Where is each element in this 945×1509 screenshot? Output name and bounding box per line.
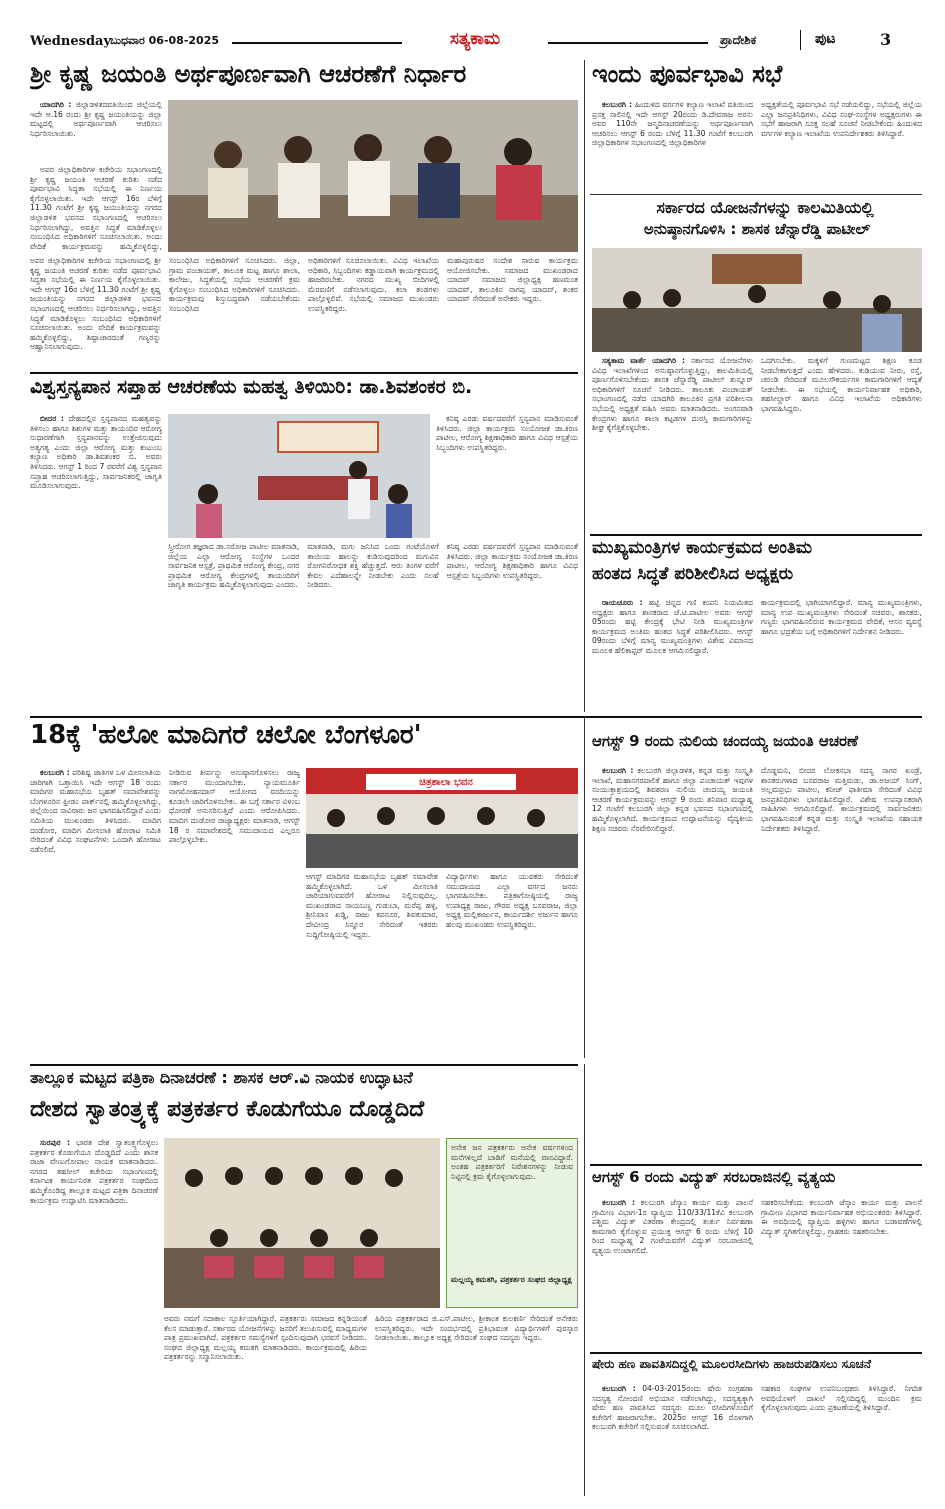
article-meeting-col: ಅಧ್ಯಕ್ಷತೆಯಲ್ಲಿ ಪೂರ್ವಭಾವಿ ಸಭೆ ನಡೆಯಲಿದ್ದು, ಸಭೆಯಲ್ಲಿ ಜಿಲ್ಲೆಯ ಎಲ್ಲಾ ಜನಪ್ರತಿನಿಧಿಗಳು, ವಿವಿಧ ಸಂಘ-ಸಂಸ್ಥೆಗಳ ಅಧ್ಯಕ್ಷರುಗಳು ಈ ಸಭೆಗೆ ಹಾಜರಾಗಿ ಸೂಕ್ತ ಸಲಹೆ ಸೂಚನೆ ನೀಡಬೇಕೆಂದು ಹಿಂದುಳಿದ ವರ್ಗಗಳ ಕಲ್ಯಾಣ ಇಲಾಖೆಯ ಉಪನಿರ್ದೇಶಕರು ತಿಳಿಸಿದ್ದಾರೆ. (761, 100, 922, 138)
article-schemes-body (592, 356, 922, 516)
article-breastfeeding-col-top (436, 414, 578, 538)
section-divider (30, 716, 922, 718)
article-krishna-headline: ಶ್ರೀ ಕೃಷ್ಣ ಜಯಂತಿ ಅರ್ಥಪೂರ್ಣವಾಗಿ ಆಚರಣೆಗೆ ನಿರ್ಧಾರ (30, 62, 467, 88)
masthead-category: ಪ್ರಾದೇಶಿಕ (720, 33, 757, 47)
article-meeting-body (592, 100, 922, 190)
article-power-col: ಕಲಬುರಗಿ ಜೆಸ್ಕಾಂ ಕಾರ್ಯ ಮತ್ತು ಪಾಲನೆ ಗ್ರಾಮೀಣ ವಿಭಾಗ-1ರ ವ್ಯಾಪ್ತಿಯ 110/33/11ಕೆವಿ ಕಲಬುರಗಿ ಪಶ್ಚಿಮ ವಿದ್ಯುತ್ ವಿತರಣಾ ಕೇಂದ್ರದಲ್ಲಿ ತುರ್ತು ನಿರ್ವಹಣಾ ಕಾಮಗಾರಿ ಕೈಗೊಳ್ಳುವ ಪ್ರಯುಕ್ತ ಆಗಸ್ಟ್ 6 ರಂದು ಬೆಳಿಗ್ಗೆ 10 ರಿಂದ ಮಧ್ಯಾಹ್ನ 2 ಗಂಟೆಯವರೆಗೆ ವಿದ್ಯುತ್ ಸರಬರಾಜಿನಲ್ಲಿ ವ್ಯತ್ಯಯ ಉಂಟಾಗಲಿದೆ. (592, 1198, 753, 1255)
section-divider (590, 1164, 922, 1166)
section-divider (30, 1064, 578, 1066)
article-chandayya-dateline: ಕಲಬುರಗಿ : (602, 766, 634, 775)
article-share-headline: ಷೇರು ಹಣ ಪಾವತಿಸದಿದ್ದಲ್ಲಿ ಮೂಲರಸೀದಿಗಳು ಹಾಜರುಪಡಿಸಲು ಸೂಚನೆ (592, 1358, 871, 1371)
article-power-col: ಸಹಕರಿಸಬೇಕೆಂದು ಕಲಬುರಗಿ ಜೆಸ್ಕಾಂ ಕಾರ್ಯ ಮತ್ತು ಪಾಲನೆ ಗ್ರಾಮೀಣ ವಿಭಾಗದ ಕಾರ್ಯನಿರ್ವಾಹಕ ಅಭಿಯಂತರರು ತಿಳಿಸಿದ್ದಾರೆ. ಈ ಅವಧಿಯಲ್ಲಿ ವ್ಯಾಪ್ತಿಯ ಹಳ್ಳಿಗಳು ಹಾಗೂ ಬಡಾವಣೆಗಳಲ್ಲಿ ವಿದ್ಯುತ್ ಸ್ಥಗಿತಗೊಳ್ಳಲಿದ್ದು, ಗ್ರಾಹಕರು ಸಹಕರಿಸಬೇಕು. (761, 1198, 922, 1236)
article-krishna-col: ಅಪರ ಜಿಲ್ಲಾಧಿಕಾರಿಗಳ ಕಚೇರಿಯ ಸಭಾಂಗಣದಲ್ಲಿ ಶ್ರೀ ಕೃಷ್ಣ ಜಯಂತಿ ಆಚರಣೆ ಕುರಿತು ನಡೆದ ಪೂರ್ವಭಾವಿ ಸಿದ್ಧತಾ ಸಭೆಯಲ್ಲಿ ಈ ನಿರ್ಣಯ ಕೈಗೊಳ್ಳಲಾಯಿತು. ಇದೇ ಆಗಸ್ಟ್ 16ರ ಬೆಳಿಗ್ಗೆ 11.30 ಗಂಟೆಗೆ ಶ್ರೀ ಕೃಷ್ಣ ಜಯಂತಿಯನ್ನು ನಗರದ ಜಿಲ್ಲಾಡಳಿತ ಭವನದ ಸಭಾಂಗಣದಲ್ಲಿ ಆಚರಿಸಲು ನಿರ್ಧರಿಸಲಾಗಿದ್ದು, ಅವತ್ತಿನ ಸಿದ್ಧತೆ ಮಾಡಿಕೊಳ್ಳಲು ಸಂಬಂಧಿಸಿದ ಅಧಿಕಾರಿಗಳಿಗೆ ಸೂಚಿಸಲಾಯಿತು. ಅಂದು ವೇದಿಕೆ ಕಾರ್ಯಕ್ರಮವನ್ನು ಹಮ್ಮಿಕೊಳ್ಳಲಿದ್ದು, ಶಿಷ್ಟಾಚಾರದಂತೆ ಗಣ್ಯರನ್ನು ಆಹ್ವಾನಿಸಲಾಗುವುದು. (30, 256, 161, 352)
article-schemes-photo (592, 248, 922, 352)
masthead-day: Wednesday (30, 34, 112, 49)
masthead (0, 0, 945, 58)
article-krishna-col: ಸಂಬಂಧಿಸಿದ ಅಧಿಕಾರಿಗಳಿಗೆ ಸೂಚಿಸಿದರು. ಜಿಲ್ಲಾ, ಗ್ರಾಮ ಪಂಚಾಯತ್, ತಾಲೂಕ ಮಟ್ಟ ಹಾಗೂ ಶಾಲಾ, ಕಾಲೇಜು, ಸಿದ್ಧತೆಯಲ್ಲಿ ಸಭೆಯ ಆಚರಣೆಗೆ ಕ್ರಮ ಕೈಗೊಳ್ಳಲು ಸಂಬಂಧಿಸಿದ ಅಧಿಕಾರಿಗಳಿಗೆ ಸೂಚಿಸಿದರು. ಕಾರ್ಯಕ್ರಮವು ಶಿಸ್ತುಬದ್ಧವಾಗಿ ನಡೆಯಬೇಕೆಂದು ಸಂಬಂಧಿಸಿದ (169, 256, 300, 313)
article-madiga-headline: 18ಕ್ಕೆ 'ಹಲೋ ಮಾದಿಗರೆ ಚಲೋ ಬೆಂಗಳೂರ' (30, 722, 422, 750)
masthead-rule-right (548, 42, 708, 44)
article-madiga-dateline: ಕಲಬುರಗಿ : (40, 768, 70, 777)
article-chandayya-col: ದೊಡ್ಡಮನಿ, ಬೀದರ ಲೋಕಸಭಾ ಸದಸ್ಯ ಸಾಗರ ಖಂಡ್ರೆ, ಶಾಸಕರುಗಳಾದ ಬಸವರಾಜ ಮತ್ತಿಮಡು, ಡಾ.ಅಜಯ್ ಸಿಂಗ್, ಅಲ್ಲಮಪ್ರಭು ಪಾಟೀಲ, ಕನೀಜ್ ಫಾತೀಮಾ ಸೇರಿದಂತೆ ವಿವಿಧ ಜನಪ್ರತಿನಿಧಿಗಳು ಭಾಗವಹಿಸಲಿದ್ದಾರೆ. ವಿಶೇಷ ಉಪನ್ಯಾಸಕರಾಗಿ ಸಾಹಿತಿಗಳು ಆಗಮಿಸಲಿದ್ದಾರೆ. ಕಾರ್ಯಕ್ರಮದಲ್ಲಿ ಸಾರ್ವಜನಿಕರು ಭಾಗವಹಿಸುವಂತೆ ಕನ್ನಡ ಮತ್ತು ಸಂಸ್ಕೃತಿ ಇಲಾಖೆಯ ಸಹಾಯಕ ನಿರ್ದೇಶಕರು ತಿಳಿಸಿದ್ದಾರೆ. (761, 766, 922, 833)
article-share-col: 04-03-2015ರಂದು ಷೇರು ಸಂಗ್ರಹಣಾ ಸದಸ್ಯತ್ವ ನೋಂದಣಿ ಅಭಿಯಾನ ನಡೆಸಲಾಗಿದ್ದು, ಸದಸ್ಯತ್ವಕ್ಕಾಗಿ ಷೇರು ಹಣ ಪಾವತಿಸಿದ ಸದಸ್ಯರು ಮೂಲ ರಸೀದಿಗಳೊಂದಿಗೆ ಕಚೇರಿಗೆ ಹಾಜರಾಗಬೇಕು. 2025ರ ಆಗಸ್ಟ್ 16 ರೊಳಗಾಗಿ ಕಲಬುರಗಿ ಕಚೇರಿಗೆ ಸಲ್ಲಿಸುವಂತೆ ಸೂಚಿಸಲಾಗಿದೆ. (592, 1384, 753, 1432)
article-press-subheadline: ದೇಶದ ಸ್ವಾತಂತ್ರ್ಯಕ್ಕೆ ಪತ್ರಕರ್ತರ ಕೊಡುಗೆಯೂ ದೊಡ್ಡದಿದೆ (30, 1098, 425, 1122)
article-chandayya-col: ಕಲಬುರಗಿ ಜಿಲ್ಲಾಡಳಿತ, ಕನ್ನಡ ಮತ್ತು ಸಂಸ್ಕೃತಿ ಇಲಾಖೆ, ಮಹಾನಗರಪಾಲಿಕೆ ಹಾಗೂ ಜಿಲ್ಲಾ ಪಂಚಾಯತ್ ಇವುಗಳ ಸಂಯುಕ್ತಾಶ್ರಯದಲ್ಲಿ ಶಿವಶರಣ ನುಲಿಯ ಚಂದಯ್ಯ ಜಯಂತಿ ಆಚರಣೆ ಕಾರ್ಯಕ್ರಮವನ್ನು ಆಗಸ್ಟ್ 9 ರಂದು ಶನಿವಾರ ಮಧ್ಯಾಹ್ನ 12 ಗಂಟೆಗೆ ಕಲಬುರಗಿ ಜಿಲ್ಲಾ ಕನ್ನಡ ಭವನದ ಸಭಾಂಗಣದಲ್ಲಿ ಹಮ್ಮಿಕೊಳ್ಳಲಾಗಿದೆ. ಕಾರ್ಯಕ್ರಮದ ಉದ್ಘಾಟನೆಯನ್ನು ವೈದ್ಯಕೀಯ ಶಿಕ್ಷಣ ಸಚಿವರು ನೆರವೇರಿಸಲಿದ್ದಾರೆ. (592, 766, 753, 833)
article-share-body (592, 1384, 922, 1496)
article-chandayya-headline: ಆಗಸ್ಟ್ 9 ರಂದು ನುಲಿಯ ಚಂದಯ್ಯ ಜಯಂತಿ ಆಚರಣೆ (592, 734, 858, 750)
article-press-sidebox (446, 1138, 578, 1308)
article-cm-headline-2: ಹಂತದ ಸಿದ್ಧತೆ ಪರಿಶೀಲಿಸಿದ ಅಧ್ಯಕ್ಷರು (592, 566, 794, 584)
article-share-col: ಸಹಕಾರ ಸಂಘಗಳ ಉಪನಿಬಂಧಕರು ತಿಳಿಸಿದ್ದಾರೆ. ನಿಗದಿತ ಅವಧಿಯೊಳಗೆ ದಾಖಲೆ ಸಲ್ಲಿಸದಿದ್ದಲ್ಲಿ ಮುಂದಿನ ಕ್ರಮ ಕೈಗೊಳ್ಳಲಾಗುವುದು ಎಂದು ಪ್ರಕಟಣೆಯಲ್ಲಿ ತಿಳಿಸಿದ್ದಾರೆ. (761, 1384, 922, 1413)
article-krishna-dateline: ಯಾದಗಿರಿ : (40, 100, 72, 109)
article-meeting-dateline: ಕಲಬುರಗಿ : (602, 100, 633, 109)
article-breastfeeding-col: ಕನಿಷ್ಠ ಎರಡು ವರ್ಷದವರೆಗೆ ಸ್ತನ್ಯಪಾನ ಮಾಡಿಸುವಂತೆ ತಿಳಿಸಿದರು. ಜಿಲ್ಲಾ ಕಾರ್ಯಕ್ರಮ ಸಂಯೋಜಕ ಡಾ.ಕಿರಣ ಪಾಟೀಲ, ಆರೋಗ್ಯ ಶಿಕ್ಷಣಾಧಿಕಾರಿ ಹಾಗೂ ವಿವಿಧ ಆಸ್ಪತ್ರೆಯ ಸಿಬ್ಬಂದಿಗಳು ಉಪಸ್ಥಿತರಿದ್ದರು. (446, 542, 578, 580)
article-press-sidebox-attribution: ಮಲ್ಲಯ್ಯ ಕಮತಗಿ, ಪತ್ರಕರ್ತರ ಸಂಘದ ಜಿಲ್ಲಾಧ್ಯಕ್ಷ (451, 1275, 572, 1284)
article-madiga-col: ನೀಡಿರುವ ತೀರ್ಪನ್ನು ಅನುಷ್ಠಾನಗೊಳಿಸಲು ರಾಜ್ಯ ಸರ್ಕಾರ ಮುಂದಾಗಬೇಕು. ನ್ಯಾಯಮೂರ್ತಿ ನಾಗಮೋಹನದಾಸ್ ಆಯೋಗದ ವರದಿಯನ್ನು ಕೂಡಲೇ ಜಾರಿಗೊಳಿಸಬೇಕು. ಈ ಬಗ್ಗೆ ಸರ್ಕಾರ ವಿಳಂಬ ಧೋರಣೆ ಅನುಸರಿಸುತ್ತಿದೆ ಎಂದು ಆರೋಪಿಸಿದರು. ಮಾದಿಗ ದಂಡೋರ ರಾಜ್ಯಾಧ್ಯಕ್ಷರು ಮಾತನಾಡಿ, ಆಗಸ್ಟ್ 18 ರ ಸಮಾವೇಶದಲ್ಲಿ ಸಮುದಾಯದ ಎಲ್ಲರೂ ಪಾಲ್ಗೊಳ್ಳಬೇಕು. (169, 768, 300, 845)
article-breastfeeding-col: ಮಾತನಾಡಿ, ಮಗು ಜನಿಸಿದ ಒಂದು ಗಂಟೆಯೊಳಗೆ ತಾಯಿಯ ಹಾಲನ್ನು ಕುಡಿಸುವುದರಿಂದ ಮಗುವಿನ ರೋಗನಿರೋಧಕ ಶಕ್ತಿ ಹೆಚ್ಚುತ್ತದೆ. ಆರು ತಿಂಗಳ ವರೆಗೆ ಕೇವಲ ಎದೆಹಾಲನ್ನೇ ನೀಡಬೇಕು ಎಂದು ಸಲಹೆ ನೀಡಿದರು. (307, 542, 439, 590)
article-schemes-col: ಒದಗಿಸಬೇಕು. ಮಕ್ಕಳಿಗೆ ಗುಣಮಟ್ಟದ ಶಿಕ್ಷಣ ಕೂಡ ನೀಡಬೇಕಾಗುತ್ತದೆ ಎಂದು ಹೇಳಿದರು. ಕುಡಿಯುವ ನೀರು, ರಸ್ತೆ, ಚರಂಡಿ ಸೇರಿದಂತೆ ಮೂಲಸೌಕರ್ಯಗಳ ಕಾಮಗಾರಿಗಳಿಗೆ ಆದ್ಯತೆ ನೀಡಬೇಕು. ಈ ಸಭೆಯಲ್ಲಿ ಕಾರ್ಯನಿರ್ವಾಹಕ ಅಧಿಕಾರಿ, ತಹಸೀಲ್ದಾರ್ ಹಾಗೂ ವಿವಿಧ ಇಲಾಖೆಯ ಅಧಿಕಾರಿಗಳು ಭಾಗವಹಿಸಿದ್ದರು. (761, 356, 922, 413)
masthead-page-label: ಪುಟ (815, 31, 836, 47)
article-power-headline: ಆಗಸ್ಟ್ 6 ರಂದು ವಿದ್ಯುತ್ ಸರಬರಾಜಿನಲ್ಲಿ ವ್ಯತ್ಯಯ (592, 1170, 836, 1186)
article-breastfeeding-col: ದೇಹದಲ್ಲಿನ ಸ್ತನ್ಯಪಾನದ ಮಹತ್ವವನ್ನು ತಿಳಿಸಲು ಹಾಗೂ ಶಿಶುಗಳ ಮತ್ತು ತಾಯಂದಿರ ಆರೋಗ್ಯ ಸುಧಾರಣೆಗಾಗಿ ಸ್ತನ್ಯಪಾನವನ್ನು ಉತ್ತೇಜಿಸುವುದು ಅತ್ಯಗತ್ಯ ಎಂದು ಜಿಲ್ಲಾ ಆರೋಗ್ಯ ಮತ್ತು ಕುಟುಂಬ ಕಲ್ಯಾಣ ಅಧಿಕಾರಿ ಡಾ.ಶಿವಶಂಕರ ಬಿ. ಅವರು ತಿಳಿಸಿದರು. ಆಗಸ್ಟ್ 1 ರಿಂದ 7 ರವರೆಗೆ ವಿಶ್ವ ಸ್ತನ್ಯಪಾನ ಸಪ್ತಾಹ ಆಚರಿಸಲಾಗುತ್ತಿದ್ದು, ಸಾರ್ವಜನಿಕರಲ್ಲಿ ಜಾಗೃತಿ ಮೂಡಿಸಲಾಗುವುದು. (30, 414, 162, 491)
section-divider (30, 372, 578, 374)
section-divider (590, 1352, 922, 1354)
article-breastfeeding-col-1 (30, 414, 162, 714)
article-krishna-col: ಅಧಿಕಾರಿಗಳಿಗೆ ಸೂಚಿಸಲಾಯಿತು. ವಿವಿಧ ಇಲಾಖೆಯ ಅಧಿಕಾರಿ, ಸಿಬ್ಬಂದಿಗಳು ಕಡ್ಡಾಯವಾಗಿ ಕಾರ್ಯಕ್ರಮದಲ್ಲಿ ಹಾಜರಿರಬೇಕು. ನಗರದ ಮುಖ್ಯ ಬೀದಿಗಳಲ್ಲಿ ಮೆರವಣಿಗೆ ನಡೆಸಲಾಗುವುದು. ಕಲಾ ತಂಡಗಳು ಪಾಲ್ಗೊಳ್ಳಲಿವೆ. ಸಭೆಯಲ್ಲಿ ಸಮಾಜದ ಮುಖಂಡರು ಉಪಸ್ಥಿತರಿದ್ದರು. (308, 256, 439, 313)
article-cm-col: ಹಟ್ಟಿ ಚಿನ್ನದ ಗಣಿ ಕಂಪನಿ ನಿಯಮಿತದ ಅಧ್ಯಕ್ಷರು ಹಾಗೂ ಶಾಸಕರಾದ ಜೆ.ಟಿ.ಪಾಟೀಲ ಅವರು ಆಗಸ್ಟ್ 05ರಂದು ಹಟ್ಟಿ ಕೇಂದ್ರಕ್ಕೆ ಭೇಟಿ ನೀಡಿ ಮುಖ್ಯಮಂತ್ರಿಗಳ ಕಾರ್ಯಕ್ರಮದ ಅಂತಿಮ ಹಂತದ ಸಿದ್ಧತೆ ಪರಿಶೀಲಿಸಿದರು. ಆಗಸ್ಟ್ 09ರಂದು ಬೆಳಿಗ್ಗೆ ಮಾನ್ಯ ಮುಖ್ಯಮಂತ್ರಿಗಳು ವಿಶೇಷ ವಿಮಾನದ ಮೂಲಕ ಹೆಲಿಕಾಪ್ಟರ್ ಮೂಲಕ ಆಗಮಿಸಲಿದ್ದಾರೆ. (592, 598, 753, 655)
section-divider (590, 534, 922, 536)
article-press-headline: ತಾಲ್ಲೂಕ ಮಟ್ಟದ ಪತ್ರಿಕಾ ದಿನಾಚರಣೆ : ಶಾಸಕ ಆರ್.ವಿ ನಾಯಕ ಉದ್ಘಾಟನೆ (30, 1070, 413, 1087)
article-madiga-photo (306, 768, 578, 868)
article-press-col: ಅವರು ನಮಗೆ ಸದಾಕಾಲ ಸ್ಫೂರ್ತಿಯಾಗಿದ್ದಾರೆ. ಪತ್ರಕರ್ತರು ಸಮಾಜದ ಕನ್ನಡಿಯಂತೆ ಕೆಲಸ ಮಾಡುತ್ತಾರೆ. ಸರ್ಕಾರದ ಯೋಜನೆಗಳನ್ನು ಜನರಿಗೆ ತಲುಪಿಸುವಲ್ಲಿ ಮಾಧ್ಯಮಗಳ ಪಾತ್ರ ಪ್ರಮುಖವಾಗಿದೆ. ಪತ್ರಕರ್ತರ ಸಮಸ್ಯೆಗಳಿಗೆ ಸ್ಪಂದಿಸುವುದಾಗಿ ಭರವಸೆ ನೀಡಿದರು. ಸಂಘದ ಜಿಲ್ಲಾಧ್ಯಕ್ಷ ಮಲ್ಲಯ್ಯ ಕಮತಗಿ ಮಾತನಾಡಿದರು. ಕಾರ್ಯಕ್ರಮದಲ್ಲಿ ಹಿರಿಯ ಪತ್ರಕರ್ತರನ್ನು ಸನ್ಮಾನಿಸಲಾಯಿತು. (164, 1314, 367, 1362)
article-cm-dateline: ರಾಯಚೂರು : (602, 598, 643, 607)
article-press-col: ಹಿರಿಯ ಪತ್ರಕರ್ತರಾದ ಜಿ.ಎಸ್.ಪಾಟೀಲ, ಶ್ರೀಕಾಂತ ಕುಲಕರ್ಣಿ ಸೇರಿದಂತೆ ಅನೇಕರು ಉಪಸ್ಥಿತರಿದ್ದರು. ಇದೇ ಸಂದರ್ಭದಲ್ಲಿ ಪ್ರತಿಭಾವಂತ ವಿದ್ಯಾರ್ಥಿಗಳಿಗೆ ಪುರಸ್ಕಾರ ನೀಡಲಾಯಿತು. ತಾಲ್ಲೂಕ ಅಧ್ಯಕ್ಷ ಸೇರಿದಂತೆ ಸಂಘದ ಸದಸ್ಯರು ಇದ್ದರು. (375, 1314, 578, 1343)
article-madiga-col: ಆಗಸ್ಟ್ ಮಾದಿಗರ ಮಹಾಸಭೆಯ ಬೃಹತ್ ಸಮಾವೇಶ ಹಮ್ಮಿಕೊಳ್ಳಲಾಗಿದೆ. ಒಳ ಮೀಸಲಾತಿ ಜಾರಿಯಾಗುವವರೆಗೆ ಹೋರಾಟ ನಿಲ್ಲಿಸುವುದಿಲ್ಲ. ಮುಖಂಡರಾದ ಸಾಯಬಣ್ಣ ಗುಡುಬಾ, ಮರೆಪ್ಪ ಹಳ್ಳಿ, ಶ್ರೀನಿವಾಸ ಖಡ್ಡಿ, ರಾಜು ಕಪನೂರ, ಶಿವಕುಮಾರ, ದೇವೀಂದ್ರ ಸಿನ್ನೂರ ಸೇರಿದಂತೆ ಇತರರು ಸುದ್ದಿಗೋಷ್ಠಿಯಲ್ಲಿ ಇದ್ದರು. (306, 872, 438, 939)
masthead-divider (800, 30, 801, 50)
masthead-date: ಬುಧವಾರ 06-08-2025 (110, 34, 220, 47)
article-madiga-photo-banner: ಚಿತ್ರಶಾಲಾ ಭವನ (419, 777, 473, 788)
article-press-dateline: ಸುರಪುರ : (40, 1138, 70, 1147)
article-press-col-1 (30, 1138, 158, 1494)
article-madiga-body-left (30, 768, 300, 1058)
article-krishna-lead-text: ಜಿಲ್ಲಾಡಳಿತದವತಿಯಿಂದ ಜಿಲ್ಲೆಯಲ್ಲಿ ಇದೇ ಆ.16 ರಂದು ಶ್ರೀ ಕೃಷ್ಣ ಜಯಂತಿಯನ್ನು ಜಿಲ್ಲಾ ಮಟ್ಟದಲ್ಲಿ ಅರ್ಥಪೂರ್ಣವಾಗಿ ಆಚರಿಸಲು ನಿರ್ಧರಿಸಲಾಯಿತು. (30, 100, 162, 138)
article-cm-col: ಕಾರ್ಯಕ್ರಮದಲ್ಲಿ ಭಾಗಿಯಾಗಲಿದ್ದಾರೆ. ಮಾನ್ಯ ಮುಖ್ಯಮಂತ್ರಿಗಳು, ಮಾನ್ಯ ಉಪ ಮುಖ್ಯಮಂತ್ರಿಗಳು ಸೇರಿದಂತೆ ಸಚಿವರು, ಶಾಸಕರು, ಗಣ್ಯರು ಭಾಗವಹಿಸಲಿರುವ ಕಾರ್ಯಕ್ರಮದ ವೇದಿಕೆ, ಆಸನ ವ್ಯವಸ್ಥೆ ಹಾಗೂ ಭದ್ರತೆಯ ಬಗ್ಗೆ ಅಧಿಕಾರಿಗಳಿಗೆ ನಿರ್ದೇಶನ ನೀಡಿದರು. (761, 598, 922, 636)
article-breastfeeding-photo (168, 414, 430, 538)
column-divider (584, 60, 585, 372)
article-cm-headline-1: ಮುಖ್ಯಮಂತ್ರಿಗಳ ಕಾರ್ಯಕ್ರಮದ ಅಂತಿಮ (592, 540, 813, 558)
article-schemes-headline-2: ಅನುಷ್ಠಾನಗೊಳಿಸಿ : ಶಾಸಕ ಚೆನ್ನಾರೆಡ್ಡಿ ಪಾಟೀಲ್ (643, 222, 871, 238)
masthead-rule-left (232, 42, 402, 44)
article-press-col: ಭಾರತ ದೇಶ ಸ್ವಾತಂತ್ರ್ಯಗೊಳ್ಳಲು ಪತ್ರಕರ್ತರ ಕೊಡುಗೆಯೂ ದೊಡ್ಡದಿದೆ ಎಂದು ಶಾಸಕ ರಾಜಾ ವೇಣುಗೋಪಾಲ ನಾಯಕ ಮಾತನಾಡಿದರು. ನಗರದ ತಹಸೀಲ್ ಕಚೇರಿಯ ಸಭಾಂಗಣದಲ್ಲಿ ಕರ್ನಾಟಕ ಕಾರ್ಯನಿರತ ಪತ್ರಕರ್ತರ ಸಂಘದಿಂದ ಹಮ್ಮಿಕೊಂಡಿದ್ದ ತಾಲ್ಲೂಕ ಮಟ್ಟದ ಪತ್ರಿಕಾ ದಿನಾಚರಣೆ ಕಾರ್ಯಕ್ರಮ ಉದ್ಘಾಟಿಸಿ ಮಾತನಾಡಿದರು. (30, 1138, 158, 1205)
article-breastfeeding-col: ಕನಿಷ್ಠ ಎರಡು ವರ್ಷದವರೆಗೆ ಸ್ತನ್ಯಪಾನ ಮಾಡಿಸುವಂತೆ ತಿಳಿಸಿದರು. ಜಿಲ್ಲಾ ಕಾರ್ಯಕ್ರಮ ಸಂಯೋಜಕ ಡಾ.ಕಿರಣ ಪಾಟೀಲ, ಆರೋಗ್ಯ ಶಿಕ್ಷಣಾಧಿಕಾರಿ ಹಾಗೂ ವಿವಿಧ ಆಸ್ಪತ್ರೆಯ ಸಿಬ್ಬಂದಿಗಳು ಉಪಸ್ಥಿತರಿದ್ದರು. (436, 414, 578, 452)
column-divider (584, 1064, 585, 1496)
article-power-dateline: ಕಲಬುರಗಿ : (602, 1198, 635, 1207)
article-krishna-photo (168, 100, 578, 252)
article-meeting-col: ಹಿಂದುಳಿದ ವರ್ಗಗಳ ಕಲ್ಯಾಣ ಇಲಾಖೆ ವತಿಯಿಂದ ಪ್ರಸಕ್ತ ಸಾಲಿನಲ್ಲಿ ಇದೇ ಆಗಸ್ಟ್ 20ರಂದು ಡಿ.ದೇವರಾಜ ಅರಸು ಅವರ 110ನೇ ಜನ್ಮದಿನಾಚರಣೆಯನ್ನು ಅರ್ಥಪೂರ್ಣವಾಗಿ ಆಚರಿಸಲು ಆಗಸ್ಟ್ 6 ರಂದು ಬೆಳಿಗ್ಗೆ 11.30 ಗಂಟೆಗೆ ಕಲಬುರಗಿ ಜಿಲ್ಲಾಧಿಕಾರಿಗಳ ಸಭಾಂಗಣದಲ್ಲಿ ಜಿಲ್ಲಾಧಿಕಾರಿಗಳ (592, 100, 753, 148)
article-power-body (592, 1198, 922, 1346)
masthead-page-number: 3 (880, 30, 892, 49)
article-krishna-body (30, 256, 578, 352)
article-share-dateline: ಕಲಬುರಗಿ : (602, 1384, 636, 1393)
masthead-logo: ಸತ್ಯಕಾಮ (449, 29, 501, 49)
column-divider (584, 718, 585, 1058)
article-breastfeeding-headline: ವಿಶ್ವಸ್ತನ್ಯಪಾನ ಸಪ್ತಾಹ ಆಚರಣೆಯ ಮಹತ್ವ ತಿಳಿಯಿರಿ: ಡಾ.ಶಿವಶಂಕರ ಬಿ. (30, 378, 473, 398)
article-madiga-col: ವಿದ್ಯಾರ್ಥಿಗಳು ಹಾಗೂ ಯುವಕರು ಸೇರಿದಂತೆ ಸಮುದಾಯದ ಎಲ್ಲಾ ವರ್ಗದ ಜನರು ಭಾಗವಹಿಸಬೇಕು. ಪತ್ರಿಕಾಗೋಷ್ಠಿಯಲ್ಲಿ ರಾಜ್ಯ ಉಪಾಧ್ಯಕ್ಷ ರಾಜು, ಗೌರವ ಅಧ್ಯಕ್ಷ ಬಸವರಾಜ, ಜಿಲ್ಲಾ ಅಧ್ಯಕ್ಷ ಮಲ್ಲಿಕಾರ್ಜುನ, ಕಾರ್ಯದರ್ಶಿ ಅರ್ಜುನ ಹಾಗೂ ಹಲವು ಮುಖಂಡರು ಉಪಸ್ಥಿತರಿದ್ದರು. (446, 872, 578, 929)
article-madiga-body-right (306, 872, 578, 1058)
article-schemes-headline-1: ಸರ್ಕಾರದ ಯೋಜನೆಗಳನ್ನು ಕಾಲಮಿತಿಯಲ್ಲಿ (656, 200, 874, 217)
section-divider (590, 194, 922, 195)
article-madiga-col: ಪರಿಶಿಷ್ಟ ಜಾತಿಗಳ ಒಳ ಮೀಸಲಾತಿಯ ಜಾರಿಗಾಗಿ ಒತ್ತಾಯಿಸಿ ಇದೇ ಆಗಸ್ಟ್ 18 ರಂದು ಮಾದಿಗರ ಮಹಾಸಭೆಯ ಬೃಹತ್ ಸಮಾವೇಶವನ್ನು ಬೆಂಗಳೂರಿನ ಫ್ರೀಡಂ ಪಾರ್ಕ್‌ನಲ್ಲಿ ಹಮ್ಮಿಕೊಳ್ಳಲಾಗಿದ್ದು, ಜಿಲ್ಲೆಯಿಂದ ಸಾವಿರಾರು ಜನ ಭಾಗವಹಿಸಲಿದ್ದಾರೆ ಎಂದು ಸಮಿತಿಯ ಮುಖಂಡರು ತಿಳಿಸಿದರು. ಮಾದಿಗ ದಂಡೋರ, ಮಾದಿಗ ಮೀಸಲಾತಿ ಹೋರಾಟ ಸಮಿತಿ ಸೇರಿದಂತೆ ವಿವಿಧ ಸಂಘಟನೆಗಳು ಒಂದಾಗಿ ಹೋರಾಟ ನಡೆಸಲಿವೆ. (30, 768, 161, 854)
column-divider (584, 372, 585, 712)
article-meeting-headline: ಇಂದು ಪೂರ್ವಭಾವಿ ಸಭೆ (592, 62, 783, 88)
article-press-photo (164, 1138, 440, 1308)
article-krishna-lead-cont (30, 165, 162, 252)
article-press-body (164, 1314, 578, 1496)
article-press-sidebox-text: ಅನೇಕ ಜನ ಪತ್ರಕರ್ತರು ಅನೇಕ ವರ್ಷಗಳಿಂದ ಮನೆಗಳಿಲ್ಲದೆ ಬಾಡಿಗೆ ಮನೆಯಲ್ಲಿ ವಾಸವಿದ್ದಾರೆ. ಅಂತಹ ಪತ್ರಕರ್ತರಿಗೆ ನಿವೇಶನಗಳನ್ನು ನೀಡುವ ನಿಟ್ಟಿನಲ್ಲಿ ಕ್ರಮ ಕೈಗೊಳ್ಳಲಾಗುವುದು. (451, 1143, 573, 1181)
article-breastfeeding-col: ಸ್ತ್ರೀರೋಗ ತಜ್ಞರಾದ ಡಾ.ಸರೋಜ ಪಾಟೀಲ ಮಾತನಾಡಿ, ಜಿಲ್ಲೆಯ ಎಲ್ಲಾ ಆರೋಗ್ಯ ಸಂಸ್ಥೆಗಳ ಒಂದರ ಸಾರ್ವಜನಿಕ ಆಸ್ಪತ್ರೆ, ಪ್ರಾಥಮಿಕ ಆರೋಗ್ಯ ಕೇಂದ್ರ, ನಗರ ಪ್ರಾಥಮಿಕ ಆರೋಗ್ಯ ಕೇಂದ್ರಗಳಲ್ಲಿ ತಾಯಂದಿರಿಗೆ ಜಾಗೃತಿ ಕಾರ್ಯಕ್ರಮ ಹಮ್ಮಿಕೊಳ್ಳಲಾಗುವುದು ಎಂದರು. (168, 542, 300, 590)
article-schemes-dateline: ಸತ್ಯಕಾಮ ವಾರ್ತೆ ಯಾದಗಿರಿ : (602, 356, 686, 365)
article-krishna-col: ಮಹಾಪುರುಷರ ಸಂದೇಶ ಸಾರುವ ಕಾರ್ಯಕ್ರಮ ಆಯೋಜಿಸಬೇಕು. ಸಮಾಜದ ಮುಖಂಡರಾದ ಯಾದವ್ ಸಮಾಜದ ಜಿಲ್ಲಾಧ್ಯಕ್ಷ ಹಣಮಂತ ಯಾದವ್, ತಾಲೂಕಿನ ನಾಗಪ್ಪ ಯಾದವ್, ಶಂಕರ ಯಾದವ್ ಸೇರಿದಂತೆ ಅನೇಕರು ಇದ್ದರು. (447, 256, 578, 304)
article-breastfeeding-body (168, 542, 578, 714)
article-cm-body (592, 598, 922, 712)
article-schemes-col: ಸರ್ಕಾರದ ಯೋಜನೆಗಳು ವಿವಿಧ ಇಲಾಖೆಗಳಿಂದ ಅನುಷ್ಠಾನಗೊಳ್ಳುತ್ತಿದ್ದು, ಕಾಲಮಿತಿಯಲ್ಲಿ ಪೂರ್ಣಗೊಳಿಸಬೇಕೆಂದು ಶಾಸಕ ಚೆನ್ನಾರೆಡ್ಡಿ ಪಾಟೀಲ್ ತುನ್ನೂರ್ ಅಧಿಕಾರಿಗಳಿಗೆ ಸೂಚನೆ ನೀಡಿದರು. ತಾಲೂಕು ಪಂಚಾಯತ್ ಸಭಾಂಗಣದಲ್ಲಿ ನಡೆದ ಯಾದಗಿರಿ ತಾಲೂಕಿನ ಪ್ರಗತಿ ಪರಿಶೀಲನಾ ಸಭೆಯಲ್ಲಿ ಅಧ್ಯಕ್ಷತೆ ವಹಿಸಿ ಅವರು ಮಾತನಾಡಿದರು. ಅಂಗನವಾಡಿ ಕೇಂದ್ರಗಳು ಹಾಗೂ ಶಾಲಾ ಕಟ್ಟಡಗಳ ದುರಸ್ತಿ ಕಾಮಗಾರಿಗಳನ್ನು ಶೀಘ್ರ ಕೈಗೆತ್ತಿಕೊಳ್ಳಬೇಕು. (592, 356, 753, 433)
article-breastfeeding-dateline: ಬೀದರ : (40, 414, 64, 423)
article-krishna-lead-cont-text: ಅಪರ ಜಿಲ್ಲಾಧಿಕಾರಿಗಳ ಕಚೇರಿಯ ಸಭಾಂಗಣದಲ್ಲಿ ಶ್ರೀ ಕೃಷ್ಣ ಜಯಂತಿ ಆಚರಣೆ ಕುರಿತು ನಡೆದ ಪೂರ್ವಭಾವಿ ಸಿದ್ಧತಾ ಸಭೆಯಲ್ಲಿ ಈ ನಿರ್ಣಯ ಕೈಗೊಳ್ಳಲಾಯಿತು. ಇದೇ ಆಗಸ್ಟ್ 16ರ ಬೆಳಿಗ್ಗೆ 11.30 ಗಂಟೆಗೆ ಶ್ರೀ ಕೃಷ್ಣ ಜಯಂತಿಯನ್ನು ನಗರದ ಜಿಲ್ಲಾಡಳಿತ ಭವನದ ಸಭಾಂಗಣದಲ್ಲಿ ಆಚರಿಸಲು ನಿರ್ಧರಿಸಲಾಗಿದ್ದು, ಅವತ್ತಿನ ಸಿದ್ಧತೆ ಮಾಡಿಕೊಳ್ಳಲು ಸಂಬಂಧಿಸಿದ ಅಧಿಕಾರಿಗಳಿಗೆ ಸೂಚಿಸಲಾಯಿತು. ಅಂದು ವೇದಿಕೆ ಕಾರ್ಯಕ್ರಮವನ್ನು ಹಮ್ಮಿಕೊಳ್ಳಲಿದ್ದು, (30, 165, 162, 251)
article-chandayya-body (592, 766, 922, 1160)
